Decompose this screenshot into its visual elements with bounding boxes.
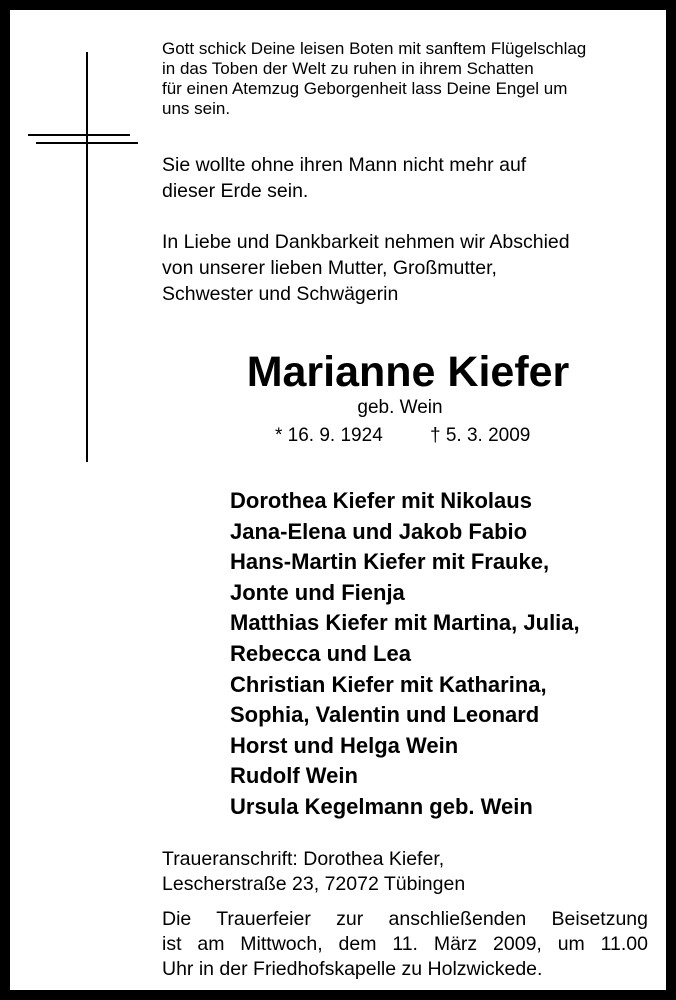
verse-line: in das Toben der Welt zu ruhen in ihrem Schatten xyxy=(162,59,534,78)
mourner-line: Rudolf Wein xyxy=(230,763,358,789)
mourner-line: Christian Kiefer mit Katharina, xyxy=(230,671,547,697)
verse-line: Gott schick Deine leisen Boten mit sanftem Flügelschlag xyxy=(162,39,587,58)
service-line: ist am Mittwoch, dem 11. März 2009, um 11.00 xyxy=(162,933,648,955)
mourner-line: Ursula Kegelmann geb. Wein xyxy=(230,793,533,819)
mourner-line: Horst und Helga Wein xyxy=(230,732,459,758)
intro-line: Sie wollte ohne ihren Mann nicht mehr auf xyxy=(162,154,527,176)
verse-line: uns sein. xyxy=(162,99,231,118)
service-line: Uhr in der Friedhofskapelle zu Holzwickede. xyxy=(162,958,543,980)
mourner-line: Matthias Kiefer mit Martina, Julia, xyxy=(230,610,580,636)
address-line: Lescherstraße 23, 72072 Tübingen xyxy=(162,873,466,895)
mourner-line: Rebecca und Lea xyxy=(230,640,411,666)
mourner-line: Dorothea Kiefer mit Nikolaus xyxy=(230,488,532,513)
mourner-line: Hans-Martin Kiefer mit Frauke, xyxy=(230,549,550,575)
farewell-line: Schwester und Schwägerin xyxy=(162,283,399,305)
intro-paragraph xyxy=(162,152,526,204)
death-date: † 5. 3. 2009 xyxy=(430,425,531,446)
memorial-verse xyxy=(162,39,652,119)
intro-line: dieser Erde sein. xyxy=(162,180,309,202)
farewell-line: von unserer lieben Mutter, Großmutter, xyxy=(162,257,497,279)
maiden-name: geb. Wein xyxy=(357,397,443,418)
address-line: Traueranschrift: Dorothea Kiefer, xyxy=(162,848,445,870)
mourner-line: Jana-Elena und Jakob Fabio xyxy=(230,518,528,544)
service-line: Die Trauerfeier zur anschließenden Beisetzung xyxy=(162,908,648,930)
farewell-paragraph xyxy=(162,229,570,307)
mourner-line: Jonte und Fienja xyxy=(230,579,405,605)
birth-date: * 16. 9. 1924 xyxy=(275,425,383,446)
deceased-name: Marianne Kiefer xyxy=(246,348,570,396)
mourners-list xyxy=(230,486,580,823)
mourner-line: Sophia, Valentin und Leonard xyxy=(230,702,540,728)
mourning-address xyxy=(162,847,465,897)
farewell-line: In Liebe und Dankbarkeit nehmen wir Abschied xyxy=(162,231,570,253)
verse-line: für einen Atemzug Geborgenheit lass Deine Engel um xyxy=(162,79,568,98)
funeral-service-info xyxy=(162,907,648,982)
